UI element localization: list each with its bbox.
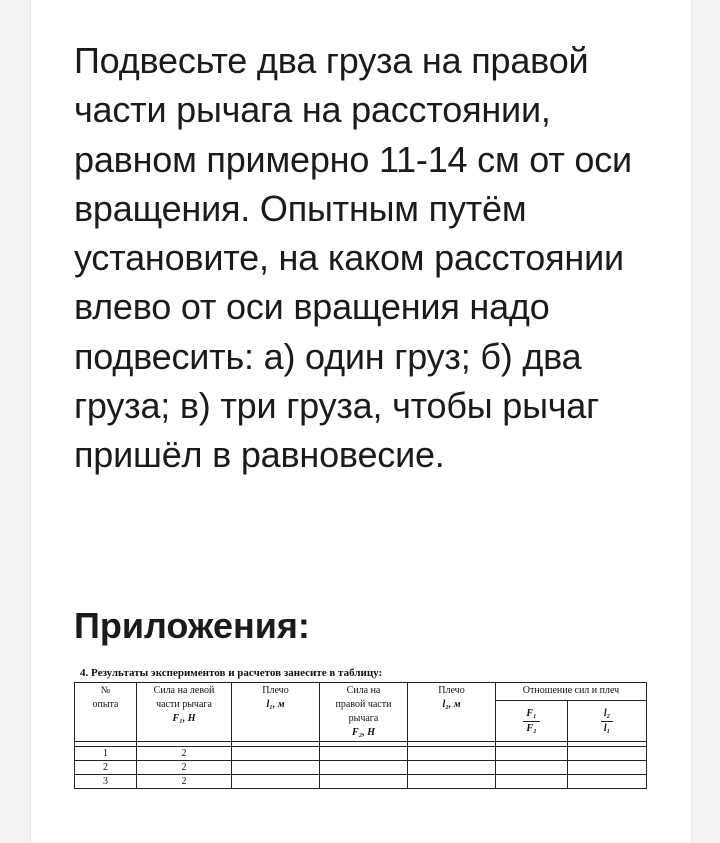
- col-force-right-header: [320, 683, 408, 742]
- cell-num: 2: [75, 761, 137, 775]
- col-force-right-line1: Сила на: [346, 685, 381, 696]
- col-ratio-force: [496, 701, 568, 742]
- force-ratio-denominator: F₂: [526, 722, 537, 734]
- col-arm2-symbol: l₂, м: [442, 699, 461, 710]
- table-row: [75, 747, 647, 761]
- col-arm1-header: [232, 683, 320, 742]
- col-force-left-header: [137, 683, 232, 742]
- col-ratio-arm: [568, 701, 647, 742]
- table-row: [75, 775, 647, 789]
- arm-ratio-denominator: l₁: [603, 722, 611, 734]
- col-force-right-symbol: F₂, Н: [352, 727, 375, 738]
- col-force-left-symbol: F₁, Н: [172, 713, 196, 724]
- cell-num: 1: [75, 747, 137, 761]
- attachments-title: Приложения:: [74, 605, 310, 646]
- col-force-right-line3: рычага: [348, 713, 379, 724]
- table-header-row-1: [75, 683, 647, 701]
- col-arm1-symbol: l₁, м: [266, 699, 285, 710]
- col-num-line2: опыта: [92, 699, 119, 710]
- col-arm1-label: Плечо: [262, 685, 289, 696]
- col-num-line1: №: [100, 685, 111, 696]
- table-row: [75, 761, 647, 775]
- cell-force-left: 2: [137, 761, 232, 775]
- results-table: [74, 682, 647, 789]
- arm-ratio-numerator: l₂: [601, 707, 613, 722]
- force-ratio-fraction: [523, 707, 539, 736]
- col-force-right-line2: правой части: [335, 699, 392, 710]
- question-text: Подвесьте два груза на правой части рычага на расстоянии, равном примерно 11-14 см от оси вращения. Опытным путём установите, на каком расстоянии влево от оси вращения надо подвесить: а) один груз; б) два груза; в) три груза, чтобы рычаг пришёл в равновесие.: [74, 40, 632, 476]
- col-force-left-line1: Сила на левой: [153, 685, 215, 696]
- attachment-image[interactable]: [72, 664, 652, 814]
- arm-ratio-fraction: [601, 707, 613, 736]
- col-num-header: [75, 683, 137, 742]
- cell-num: 3: [75, 775, 137, 789]
- col-arm2-label: Плечо: [438, 685, 465, 696]
- force-ratio-numerator: F₁: [523, 707, 539, 722]
- cell-force-left: 2: [137, 775, 232, 789]
- col-arm2-header: [408, 683, 496, 742]
- table-heading: 4. Результаты экспериментов и расчетов занесите в таблицу:: [80, 667, 383, 679]
- cell-force-left: 2: [137, 747, 232, 761]
- col-force-left-line2: части рычага: [156, 699, 212, 710]
- col-ratio-header: Отношение сил и плеч: [496, 683, 647, 701]
